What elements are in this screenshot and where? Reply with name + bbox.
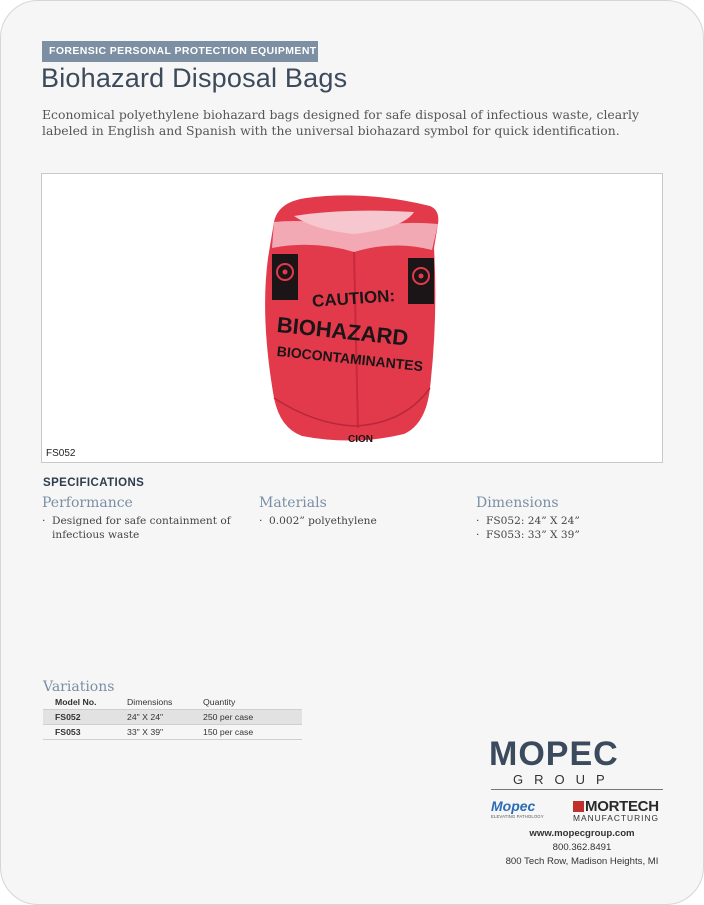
mopec-group-logo: MOPEC [489, 735, 619, 773]
mopec-group-logo-sub: GROUP [513, 772, 616, 787]
biohazard-symbol-left-icon [272, 254, 298, 300]
variations-table [43, 695, 302, 740]
performance-list [42, 515, 242, 542]
dimensions-item: · FS053: 33” X 39” [476, 529, 676, 543]
product-description: Economical polyethylene biohazard bags designed for safe disposal of infectious waste, clearly labeled in English and Spanish with the universal biohazard symbol for quick identification. [42, 107, 640, 138]
phone-number: 800.362.8491 [552, 842, 612, 853]
table-row [43, 725, 302, 740]
mortech-mark-icon [573, 801, 584, 812]
category-label: FORENSIC PERSONAL PROTECTION EQUIPMENT [42, 41, 318, 62]
biohazard-symbol-right-icon [408, 258, 434, 304]
mopec-brand-logo [491, 798, 555, 819]
mortech-brand-sub: MANUFACTURING [573, 813, 660, 823]
address: 800 Tech Row, Madison Heights, MI [505, 856, 659, 867]
materials-item: · 0.002” polyethylene [259, 515, 459, 529]
materials-heading: Materials [259, 495, 327, 511]
cell-model: FS052 [43, 710, 127, 725]
column-header-model: Model No. [43, 695, 127, 710]
cell-quantity: 250 per case [203, 710, 302, 725]
cell-model: FS053 [43, 725, 127, 740]
table-row [43, 710, 302, 725]
dimensions-column [476, 495, 676, 542]
page-title: Biohazard Disposal Bags [41, 63, 348, 93]
performance-item: · Designed for safe containment of infectious waste [42, 515, 242, 542]
variations-heading: Variations [43, 679, 115, 695]
performance-column [42, 495, 242, 542]
cell-quantity: 150 per case [203, 725, 302, 740]
cell-dimensions: 33" X 39" [127, 725, 203, 740]
bag-text-biocontaminantes: BIOCONTAMINANTES [276, 342, 424, 375]
photo-caption: FS052 [46, 448, 76, 459]
cell-dimensions: 24" X 24" [127, 710, 203, 725]
mortech-brand-name: MORTECH [585, 798, 659, 815]
bag-text-biohazard: BIOHAZARD [275, 311, 410, 351]
product-photo [41, 173, 663, 463]
mopec-brand-tagline: ELEVATING PATHOLOGY [491, 814, 544, 819]
logo-divider [491, 789, 663, 790]
contact-block [491, 827, 673, 869]
materials-column [259, 495, 459, 529]
materials-list [259, 515, 459, 529]
website-link[interactable]: www.mopecgroup.com [529, 828, 635, 839]
bag-text-caution: CAUTION: [311, 286, 396, 311]
specifications-heading: SPECIFICATIONS [43, 477, 145, 489]
dimensions-heading: Dimensions [476, 495, 559, 511]
mortech-brand-logo [573, 798, 665, 823]
dimensions-item: · FS052: 24” X 24” [476, 515, 676, 529]
bag-text-bottom: CION [348, 434, 373, 445]
table-header-row [43, 695, 302, 710]
performance-heading: Performance [42, 495, 133, 511]
column-header-dimensions: Dimensions [127, 695, 203, 710]
biohazard-bag-image [254, 188, 444, 446]
dimensions-list [476, 515, 676, 542]
mopec-brand-name: Mopec [491, 798, 536, 814]
column-header-quantity: Quantity [203, 695, 302, 710]
